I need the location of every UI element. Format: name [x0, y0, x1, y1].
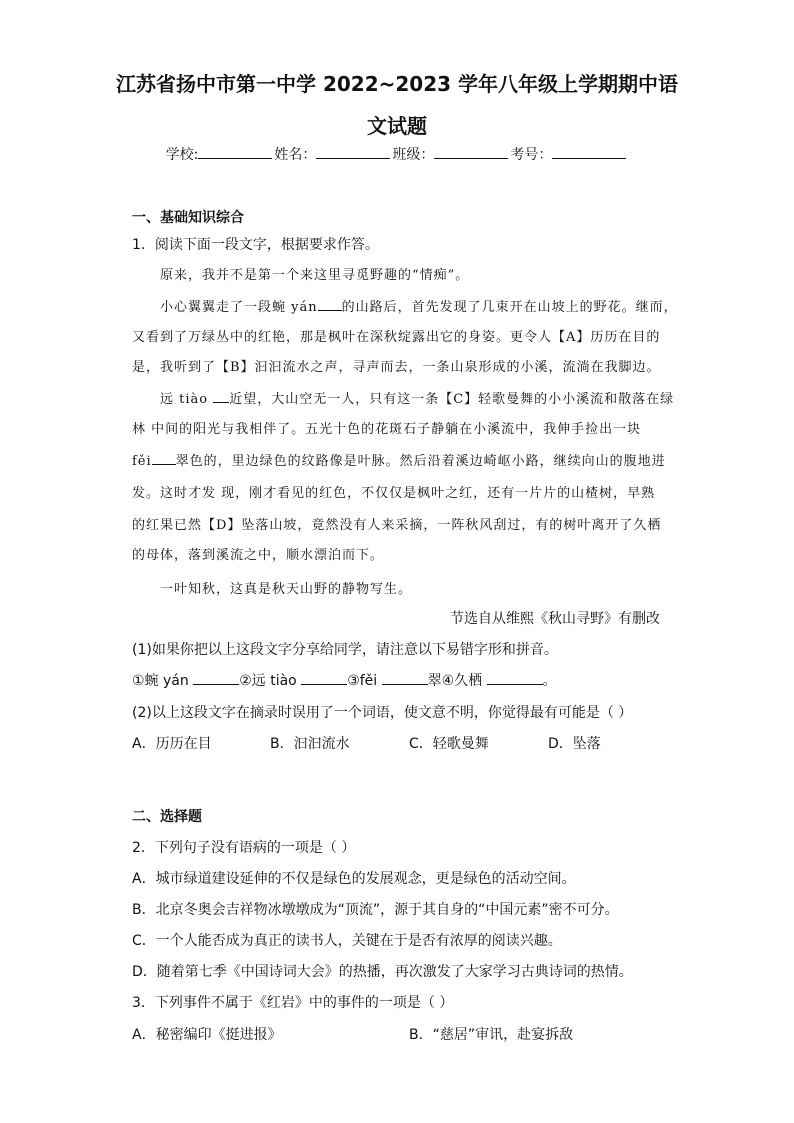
id-field[interactable]	[552, 144, 626, 159]
q3-prompt: 3．下列事件不属于《红岩》中的事件的一项是（ ）	[132, 995, 454, 1011]
passage-text: 小心翼翼走了一段蜿 yán	[160, 300, 318, 315]
class-field[interactable]	[434, 144, 508, 159]
passage-text: 的山路后，首先发现了几束开在山坡上的野花。继而，	[341, 300, 678, 315]
sub2-option-d[interactable]: D．坠落	[548, 736, 601, 752]
item-label: ②远 tiào	[239, 673, 297, 689]
q2-prompt: 2．下列句子没有语病的一项是（ ）	[132, 840, 356, 856]
passage-line-10: 的母体，落到溪流之中，顺水漂泊而下。	[132, 548, 385, 563]
school-field[interactable]	[198, 144, 272, 159]
passage-line-11: 一叶知秋，这真是秋天山野的静物写生。	[160, 582, 413, 597]
q2-option-a[interactable]: A．城市绿道建设延伸的不仅是绿色的发展观念，更是绿色的活动空间。	[132, 871, 576, 887]
q3-option-a[interactable]: A．秘密编印《挺进报》	[132, 1027, 282, 1043]
passage-source: 节选自从维熙《秋山寻野》有删改	[450, 611, 660, 627]
passage-text: fěi	[132, 454, 152, 469]
sub2-option-b[interactable]: B．汩汩流水	[270, 736, 350, 752]
passage-line-7	[132, 450, 666, 469]
section1-heading: 一、基础知识综合	[132, 210, 244, 226]
passage-text: 远 tiào	[160, 392, 209, 407]
sub2-prompt: (2)以上这段文字在摘录时误用了一个词语，使文意不明，你觉得最有可能是（ ）	[132, 705, 633, 721]
passage-line-8: 发。这时才发 现，刚才看见的红色，不仅仅是枫叶之红，还有一片片的山楂树，早熟	[132, 486, 656, 501]
item-label: ①蜿 yán	[132, 673, 189, 689]
q2-option-c[interactable]: C．一个人能否成为真正的读书人，关键在于是否有浓厚的阅读兴趣。	[132, 933, 562, 949]
passage-line-5	[160, 388, 674, 407]
passage-line-2	[160, 296, 678, 315]
page-title-line1: 江苏省扬中市第一中学 2022~2023 学年八年级上学期期中语	[115, 72, 678, 96]
answer-blank[interactable]	[213, 389, 229, 403]
answer-blank[interactable]	[152, 451, 176, 465]
q1-prompt: 1．阅读下面一段文字，根据要求作答。	[132, 237, 379, 253]
passage-line-6: 林 中间的阳光与我相伴了。五光十色的花斑石子静躺在小溪流中，我伸手捡出一块	[132, 422, 642, 437]
passage-line-3: 又看到了万绿丛中的红艳，那是枫叶在深秋绽露出它的身姿。更令人【A】历历在目的	[132, 330, 661, 345]
q2-option-d[interactable]: D．随着第七季《中国诗词大会》的热播，再次激发了大家学习古典诗词的热情。	[132, 964, 633, 980]
item-label: 翠④久栖	[427, 673, 483, 689]
sub2-option-c[interactable]: C．轻歌曼舞	[409, 736, 489, 752]
passage-line-4: 是，我听到了【B】汩汩流水之声，寻声而去，一条山泉形成的小溪，流淌在我脚边。	[132, 360, 661, 375]
answer-blank[interactable]	[318, 297, 342, 311]
passage-line-9: 的红果已然【D】坠落山坡，竟然没有人来采摘，一阵秋风刮过，有的树叶离开了久栖	[132, 518, 662, 533]
passage-line-1: 原来，我并不是第一个来这里寻觅野趣的“情痴”。	[160, 268, 470, 283]
section2-heading: 二、选择题	[132, 809, 202, 825]
sub1-prompt: (1)如果你把以上这段文字分享给同学，请注意以下易错字形和拼音。	[132, 642, 558, 658]
sub1-items	[132, 670, 557, 690]
id-label: 考号：	[510, 147, 553, 163]
q3-option-b[interactable]: B．“慈居”审讯，赴宴拆敌	[409, 1027, 574, 1043]
passage-text: 翠色的，里边绿色的纹路像是叶脉。然后沿着溪边崎岖小路，继续向山的腹地进	[175, 454, 666, 469]
answer-blank[interactable]	[301, 671, 347, 685]
student-info-line	[0, 144, 794, 164]
item-end: 。	[542, 673, 557, 689]
school-label: 学校:	[165, 147, 199, 163]
name-field[interactable]	[316, 144, 390, 159]
answer-blank[interactable]	[193, 671, 239, 685]
answer-blank[interactable]	[487, 671, 543, 685]
page-title-line2: 文试题	[367, 114, 427, 138]
class-label: 班级：	[392, 147, 435, 163]
item-label: ③fěi	[347, 673, 378, 689]
sub2-option-a[interactable]: A．历历在目	[132, 736, 212, 752]
name-label: 姓名：	[274, 147, 317, 163]
answer-blank[interactable]	[382, 671, 428, 685]
q2-option-b[interactable]: B．北京冬奥会吉祥物冰墩墩成为“顶流”，源于其自身的“中国元素”密不可分。	[132, 902, 619, 918]
passage-text: 近望，大山空无一人，只有这一条【C】轻歌曼舞的小小溪流和散落在绿	[229, 392, 675, 407]
